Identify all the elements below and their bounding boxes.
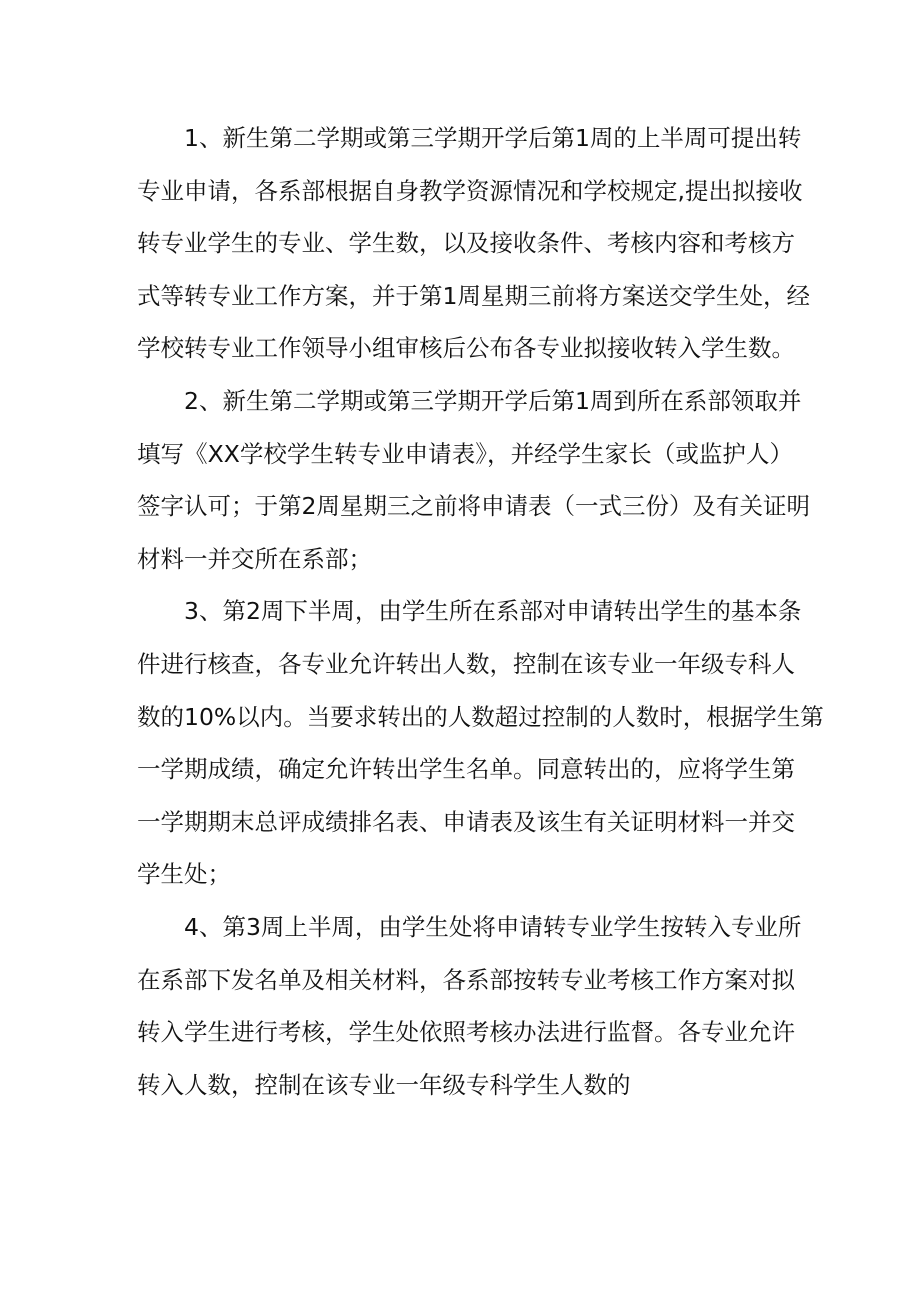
text-line: 材料一并交所在系部；: [137, 544, 372, 573]
text-line: 数的10%以内。当要求转出的人数超过控制的人数时，根据学生第: [137, 702, 824, 731]
text-line: 填写《XX学校学生转专业申请表》，并经学生家长（或监护人）: [137, 439, 793, 468]
text-line: 学生处；: [137, 860, 231, 889]
document-body: [137, 112, 824, 1111]
paragraph-3: [137, 585, 824, 901]
text-line: 件进行核查，各专业允许转出人数，控制在该专业一年级专科人: [137, 649, 795, 678]
paragraph-1: [137, 112, 810, 375]
text-line: 3、第2周下半周，由学生所在系部对申请转出学生的基本条: [184, 597, 802, 626]
text-line: 一学期期末总评成绩排名表、申请表及该生有关证明材料一并交: [137, 807, 795, 836]
paragraph-4: [137, 901, 802, 1111]
text-line: 1、新生第二学期或第三学期开学后第1周的上半周可提出转: [184, 124, 802, 152]
text-line: 2、新生第二学期或第三学期开学后第1周到所在系部领取并: [184, 386, 802, 415]
text-line: 在系部下发名单及相关材料，各系部按转专业考核工作方案对拟: [137, 965, 795, 994]
text-line: 一学期成绩，确定允许转出学生名单。同意转出的，应将学生第: [137, 755, 795, 784]
text-line: 专业申请，各系部根据自身教学资源情况和学校规定,提出拟接收: [137, 176, 803, 205]
text-line: 转入人数，控制在该专业一年级专科学生人数的: [137, 1070, 631, 1099]
text-line: 式等转专业工作方案，并于第1周星期三前将方案送交学生处，经: [137, 281, 810, 310]
text-line: 转入学生进行考核，学生处依照考核办法进行监督。各专业允许: [137, 1018, 795, 1047]
text-line: 4、第3周上半周，由学生处将申请转专业学生按转入专业所: [184, 912, 802, 941]
paragraph-2: [137, 375, 810, 585]
text-line: 学校转专业工作领导小组审核后公布各专业拟接收转入学生数。: [137, 334, 795, 363]
text-line: 签字认可；于第2周星期三之前将申请表（一式三份）及有关证明: [137, 492, 810, 521]
text-line: 转专业学生的专业、学生数，以及接收条件、考核内容和考核方: [137, 229, 795, 258]
